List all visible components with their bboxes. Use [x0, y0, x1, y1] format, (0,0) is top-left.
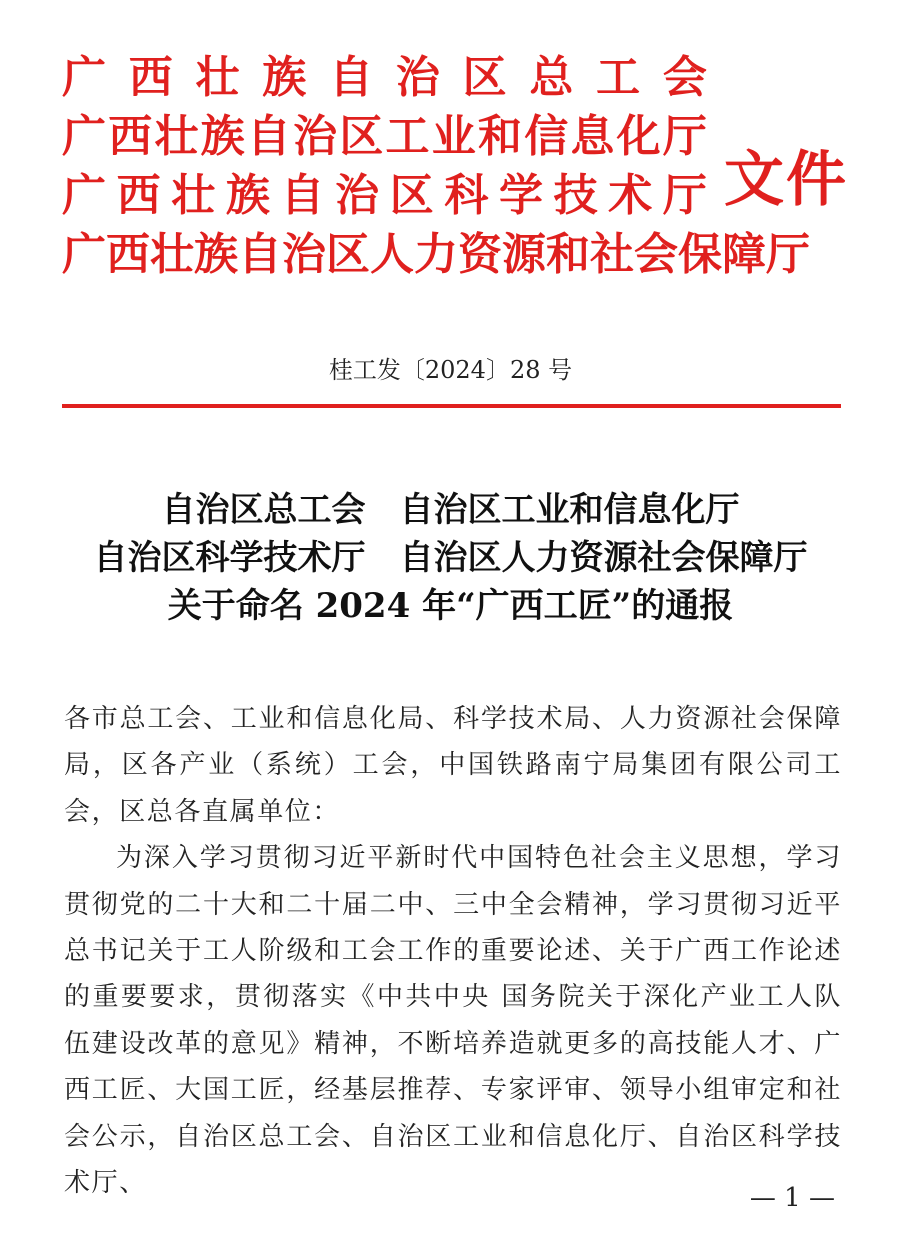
issuer-line: 广 西 壮 族 自 治 区 总 工 会: [62, 52, 707, 103]
issuer-line: 广 西 壮 族 自 治 区 科 学 技 术 厅: [62, 170, 707, 221]
issuer-line: 广 西 壮 族 自 治 区 人 力 资 源 和 社 会 保 障 厅: [62, 229, 810, 280]
body-paragraph: 为深入学习贯彻习近平新时代中国特色社会主义思想，学习贯彻党的二十大和二十届二中、三中全会精神，学习贯彻习近平总书记关于工人阶级和工会工作的重要论述、关于广西工作论述的重要要求，贯彻落实《中共中央 国务院关于深化产业工人队伍建设改革的意见》精神，不断培养造就更多的高技能人才、广西工匠、大国工匠，经基层推荐、专家评审、领导小组审定和社会公示，自治区总工会、自治区工业和信息化厅、自治区科学技术厅、: [64, 843, 842, 1199]
header-divider: [62, 404, 841, 408]
page-number: — 1 —: [749, 1183, 835, 1213]
title-line-3: 关于命名 2024 年“广西工匠”的通报: [167, 586, 734, 626]
document-number: 桂工发〔2024〕28 号: [328, 356, 573, 384]
recipients-paragraph: 各市总工会、工业和信息化局、科学技术局、人力资源社会保障局，区各产业（系统）工会，中国铁路南宁局集团有限公司工会，区总各直属单位：: [64, 704, 842, 827]
title-line-1: 自治区总工会 自治区工业和信息化厅: [161, 490, 740, 530]
title-line-2: 自治区科学技术厅 自治区人力资源社会保障厅: [93, 538, 808, 578]
issuer-line: 广 西 壮 族 自 治 区 工 业 和 信 息 化 厅: [62, 111, 707, 162]
notice-title: [0, 486, 901, 630]
notice-body: [64, 696, 842, 1206]
document-suffix: 文件: [724, 145, 848, 215]
